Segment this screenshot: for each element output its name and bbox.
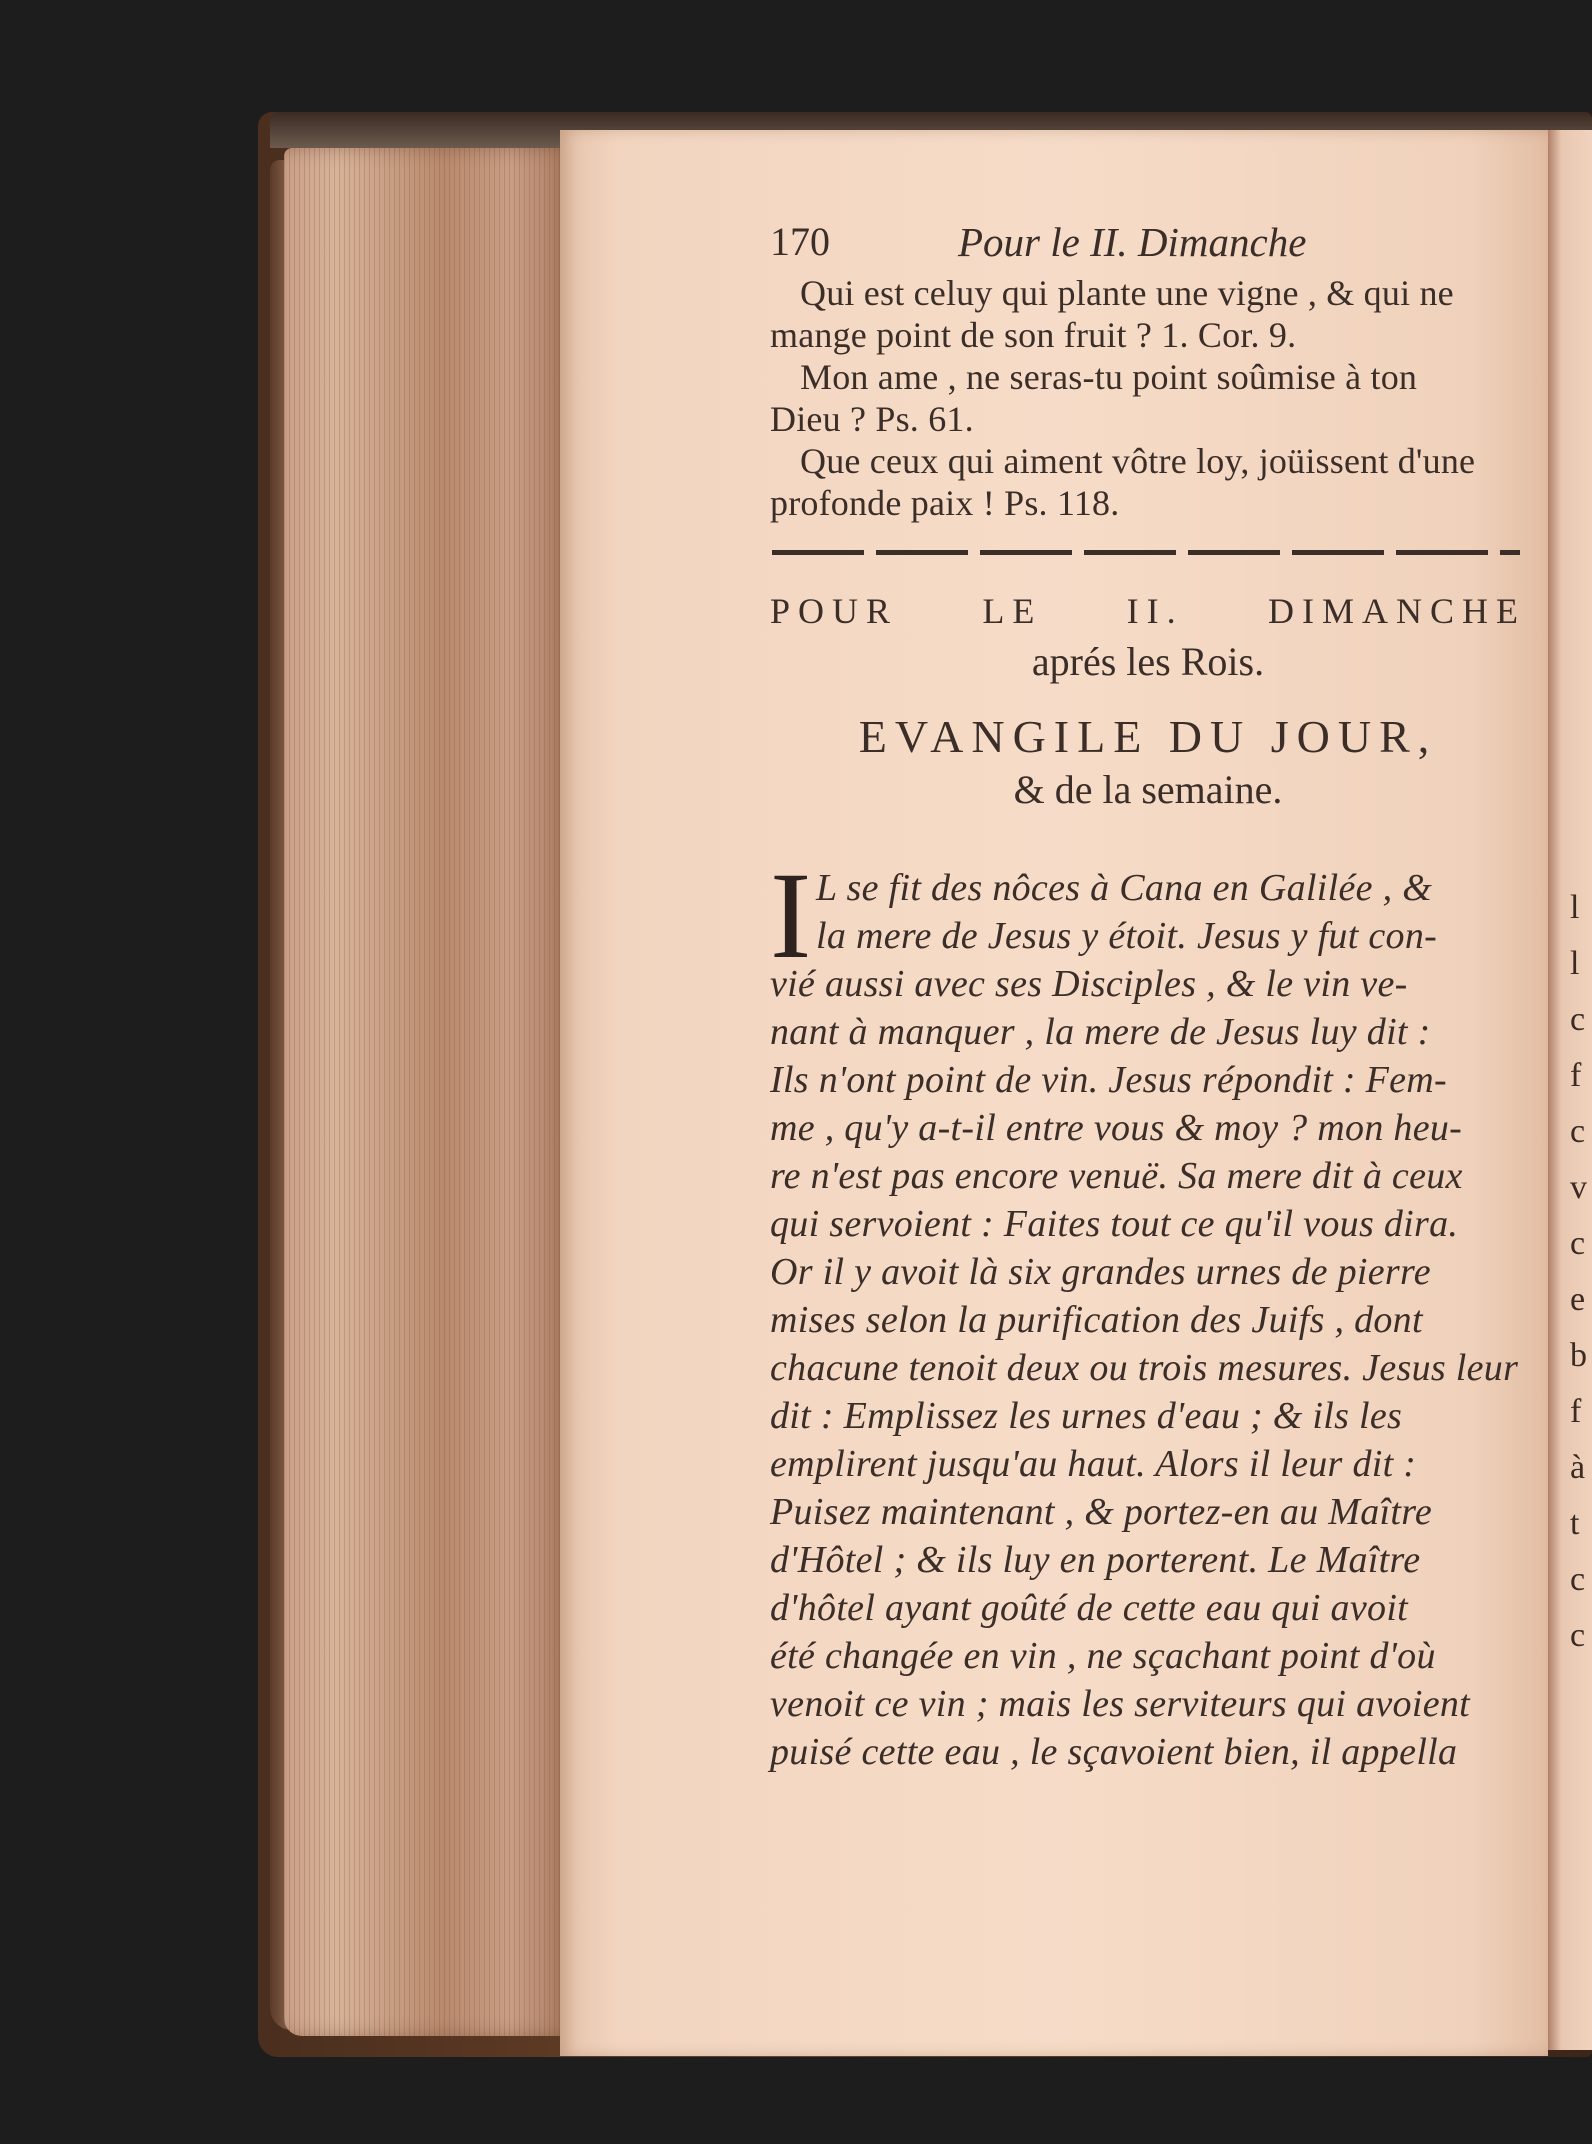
verse-line: Mon ame , ne seras-tu point soûmise à ton xyxy=(800,357,1418,397)
fragment: l xyxy=(1570,945,1580,982)
fragment: t xyxy=(1570,1505,1580,1542)
gospel-line: d'hôtel ayant goûté de cette eau qui avoit xyxy=(770,1587,1409,1629)
fragment: c xyxy=(1570,1001,1586,1038)
fragment: b xyxy=(1570,1337,1587,1374)
drop-cap: I xyxy=(770,847,812,984)
fragment: e xyxy=(1570,1281,1586,1318)
gospel-line: puisé cette eau , le sçavoient bien, il appella xyxy=(770,1731,1458,1773)
gospel-line: d'Hôtel ; & ils luy en porterent. Le Maître xyxy=(770,1539,1421,1581)
gospel-line: Or il y avoit là six grandes urnes de pierre xyxy=(770,1251,1431,1293)
gospel-line: la mere de Jesus y étoit. Jesus y fut con- xyxy=(816,915,1438,957)
section-subheading: aprés les Rois. xyxy=(1031,639,1265,684)
verse-line: Qui est celuy qui plante une vigne , & qui ne xyxy=(800,273,1454,313)
gospel-line: re n'est pas encore venuë. Sa mere dit à ceux xyxy=(770,1155,1463,1197)
gospel-line: Ils n'ont point de vin. Jesus répondit : Fem- xyxy=(770,1059,1447,1101)
section-heading: POUR LE II. DIMANCHE xyxy=(770,591,1526,631)
verse-line: mange point de son fruit ? 1. Cor. 9. xyxy=(770,315,1297,355)
fragment: à xyxy=(1570,1449,1586,1486)
gospel-line: L se fit des nôces à Cana en Galilée , & xyxy=(816,867,1433,909)
gospel-line: chacune tenoit deux ou trois mesures. Jesus leur xyxy=(770,1347,1519,1389)
gospel-line: dit : Emplissez les urnes d'eau ; & ils les xyxy=(770,1395,1403,1437)
fragment: c xyxy=(1570,1225,1586,1262)
gospel-line: me , qu'y a-t-il entre vous & moy ? mon heu- xyxy=(770,1107,1463,1149)
page-block-edge xyxy=(284,148,574,2036)
running-head: Pour le II. Dimanche xyxy=(958,219,1307,265)
facing-page-fragments xyxy=(1570,880,1587,1664)
fragment: f xyxy=(1570,1393,1582,1430)
page-number: 170 xyxy=(770,219,830,264)
fragment: l xyxy=(1570,889,1580,926)
gospel-line: venoit ce vin ; mais les serviteurs qui avoient xyxy=(770,1683,1471,1725)
verse-line: Dieu ? Ps. 61. xyxy=(770,399,974,439)
gospel-line: nant à manquer , la mere de Jesus luy dit : xyxy=(770,1011,1431,1053)
gospel-line: vié aussi avec ses Disciples , & le vin ve- xyxy=(770,963,1408,1005)
gospel-subtitle: & de la semaine. xyxy=(1013,767,1283,812)
gospel-title: EVANGILE DU JOUR, xyxy=(858,711,1438,762)
gospel-line: Puisez maintenant , & portez-en au Maître xyxy=(770,1491,1433,1533)
verse-line: Que ceux qui aiment vôtre loy, joüissent d'une xyxy=(800,441,1476,481)
fragment: c xyxy=(1570,1113,1586,1150)
verse-line: profonde paix ! Ps. 118. xyxy=(770,483,1120,523)
fragment: c xyxy=(1570,1617,1586,1654)
gospel-line: emplirent jusqu'au haut. Alors il leur dit : xyxy=(770,1443,1417,1485)
gospel-line: été changée en vin , ne sçachant point d'où xyxy=(770,1635,1436,1677)
gospel-line: mises selon la purification des Juifs , dont xyxy=(770,1299,1423,1341)
section-divider xyxy=(772,550,1520,555)
fragment: f xyxy=(1570,1057,1582,1094)
fragment: v xyxy=(1570,1169,1587,1206)
gospel-line: qui servoient : Faites tout ce qu'il vous dira. xyxy=(770,1203,1459,1245)
fragment: c xyxy=(1570,1561,1586,1598)
